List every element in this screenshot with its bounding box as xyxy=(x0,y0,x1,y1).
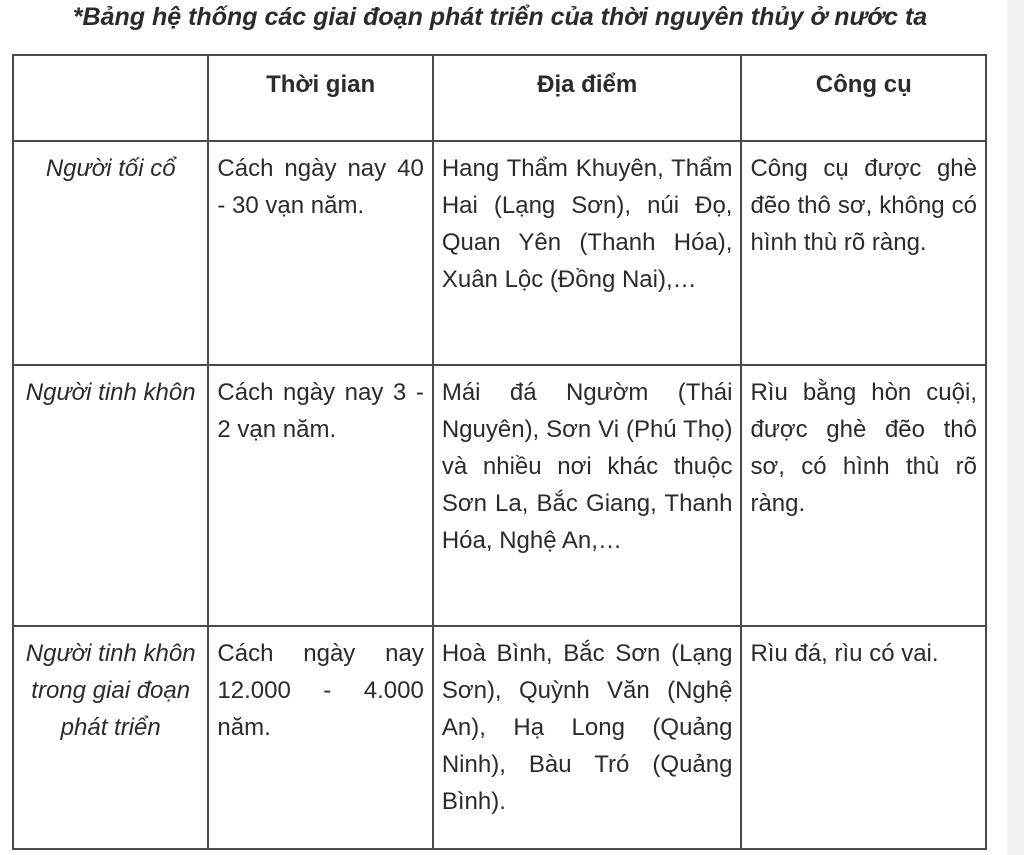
tools-cell: Công cụ được ghè đẽo thô sơ, không có hình thù rõ ràng. xyxy=(741,141,986,365)
table-row xyxy=(13,365,986,626)
table-header-row xyxy=(13,55,986,141)
row-label: Người tối cổ xyxy=(13,141,208,365)
location-cell: Hoà Bình, Bắc Sơn (Lạng Sơn), Quỳnh Văn (Nghệ An), Hạ Long (Quảng Ninh), Bàu Tró (Quảng Bình). xyxy=(433,626,742,849)
scrollbar-track[interactable] xyxy=(1007,0,1024,855)
table-row xyxy=(13,141,986,365)
header-location: Địa điểm xyxy=(433,55,742,141)
header-empty-cell xyxy=(13,55,208,141)
row-label: Người tinh khôn trong giai đoạn phát triển xyxy=(13,626,208,849)
table-row xyxy=(13,626,986,849)
location-cell: Hang Thẩm Khuyên, Thẩm Hai (Lạng Sơn), núi Đọ, Quan Yên (Thanh Hóa), Xuân Lộc (Đồng Nai),… xyxy=(433,141,742,365)
header-tools: Công cụ xyxy=(741,55,986,141)
header-time: Thời gian xyxy=(208,55,432,141)
location-cell: Mái đá Ngườm (Thái Nguyên), Sơn Vi (Phú Thọ) và nhiều nơi khác thuộc Sơn La, Bắc Giang, Thanh Hóa, Nghệ An,… xyxy=(433,365,742,626)
tools-cell: Rìu đá, rìu có vai. xyxy=(741,626,986,849)
row-label: Người tinh khôn xyxy=(13,365,208,626)
time-cell: Cách ngày nay 12.000 - 4.000 năm. xyxy=(208,626,432,849)
time-cell: Cách ngày nay 40 - 30 vạn năm. xyxy=(208,141,432,365)
tools-cell: Rìu bằng hòn cuội, được ghè đẽo thô sơ, có hình thù rõ ràng. xyxy=(741,365,986,626)
history-table xyxy=(12,54,987,850)
time-cell: Cách ngày nay 3 - 2 vạn năm. xyxy=(208,365,432,626)
table-title: *Bảng hệ thống các giai đoạn phát triển của thời nguyên thủy ở nước ta xyxy=(72,3,928,31)
